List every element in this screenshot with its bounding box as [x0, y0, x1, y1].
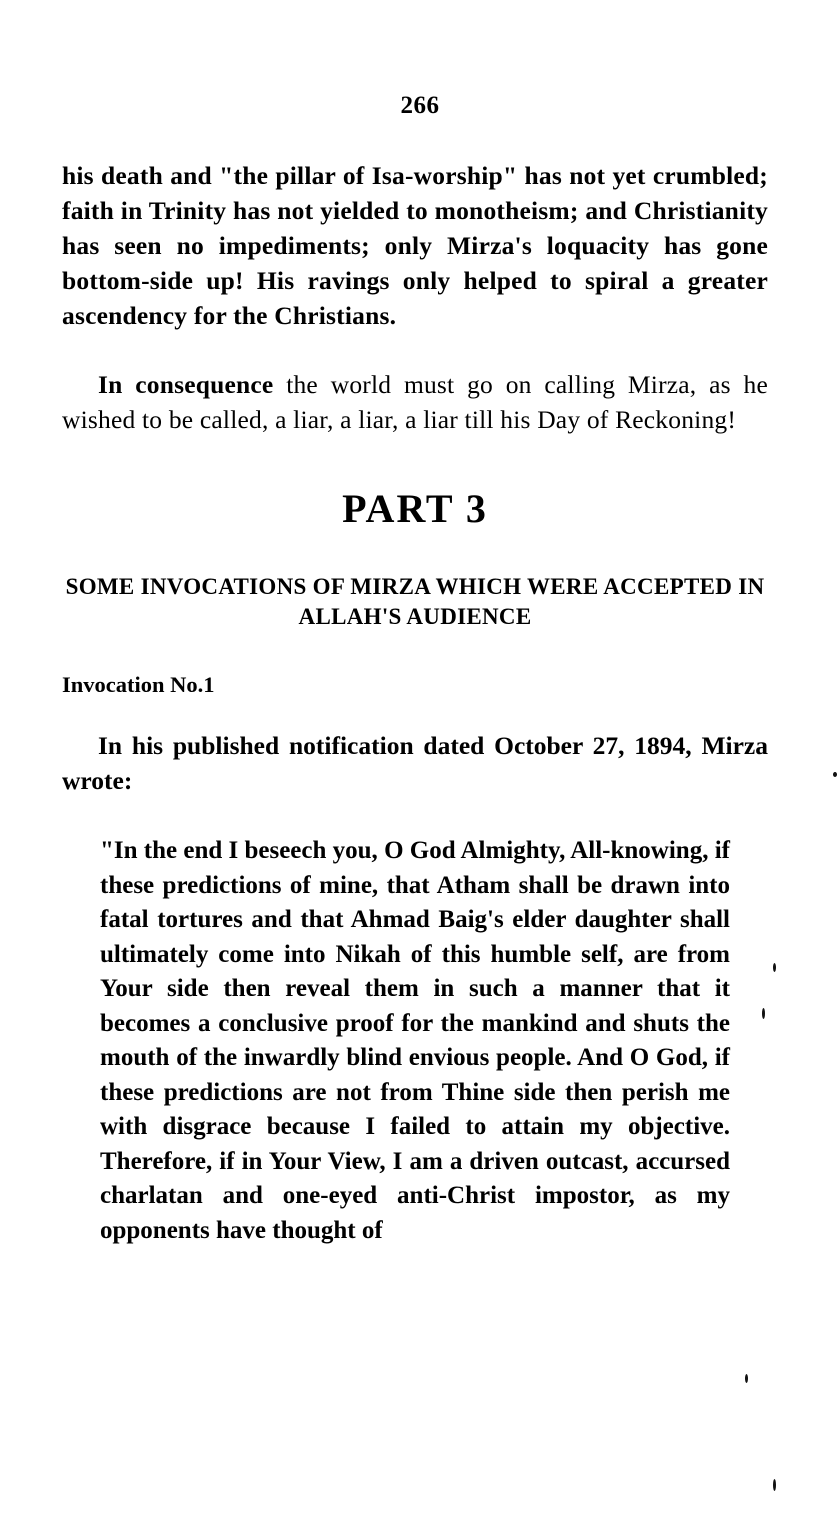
paragraph-spacer: [62, 333, 768, 367]
scan-speck: [773, 963, 776, 972]
intro-text: In his published notification dated October 27, 1894, Mirza wrote:: [62, 731, 768, 795]
paragraph-continuation: his death and "the pillar of Isa-worship" has not yet crumbled; faith in Trinity has not yielded to monotheism; and Christianity has seen no impediments; only Mirza's loquacity has gone bottom-side up! His ravings only helped to spiral a greater ascendency for the Christians.: [62, 161, 768, 330]
scan-speck: [762, 1008, 765, 1019]
page-content: [62, 158, 768, 1248]
paragraph-consequence: [62, 367, 768, 437]
part-title: PART 3: [342, 486, 488, 531]
scan-speck: [773, 1479, 776, 1491]
scan-speck: [833, 772, 837, 777]
page-number: 266: [400, 92, 440, 119]
paragraph-lead-in: In consequence: [98, 370, 274, 399]
invocation-heading: Invocation No.1: [62, 672, 215, 697]
part-subtitle: SOME INVOCATIONS OF MIRZA WHICH WERE ACCEPTED IN ALLAH'S AUDIENCE: [65, 574, 765, 629]
paragraph-rest: the world must go on calling Mirza, as he wished to be called, a liar, a liar, a liar till his Day of Reckoning!: [62, 370, 768, 434]
invocation-intro: [62, 728, 768, 798]
invocation-quote: "In the end I beseech you, O God Almighty, All-knowing, if these predictions of mine, that Atham shall be drawn into fatal tortures and that Ahmad Baig's elder daughter shall ultimately come into Nikah of this humble self, are from Your side then reveal them in such a manner that it becomes a conclusive proof for the mankind and shuts the mouth of the inwardly blind envious people. And O God, if these predictions are not from Thine side then perish me with disgrace because I failed to attain my objective. Therefore, if in Your View, I am a driven outcast, accursed charlatan and one-eyed anti-Christ impostor, as my opponents have thought of: [100, 837, 730, 1244]
scan-speck: [745, 1374, 748, 1383]
